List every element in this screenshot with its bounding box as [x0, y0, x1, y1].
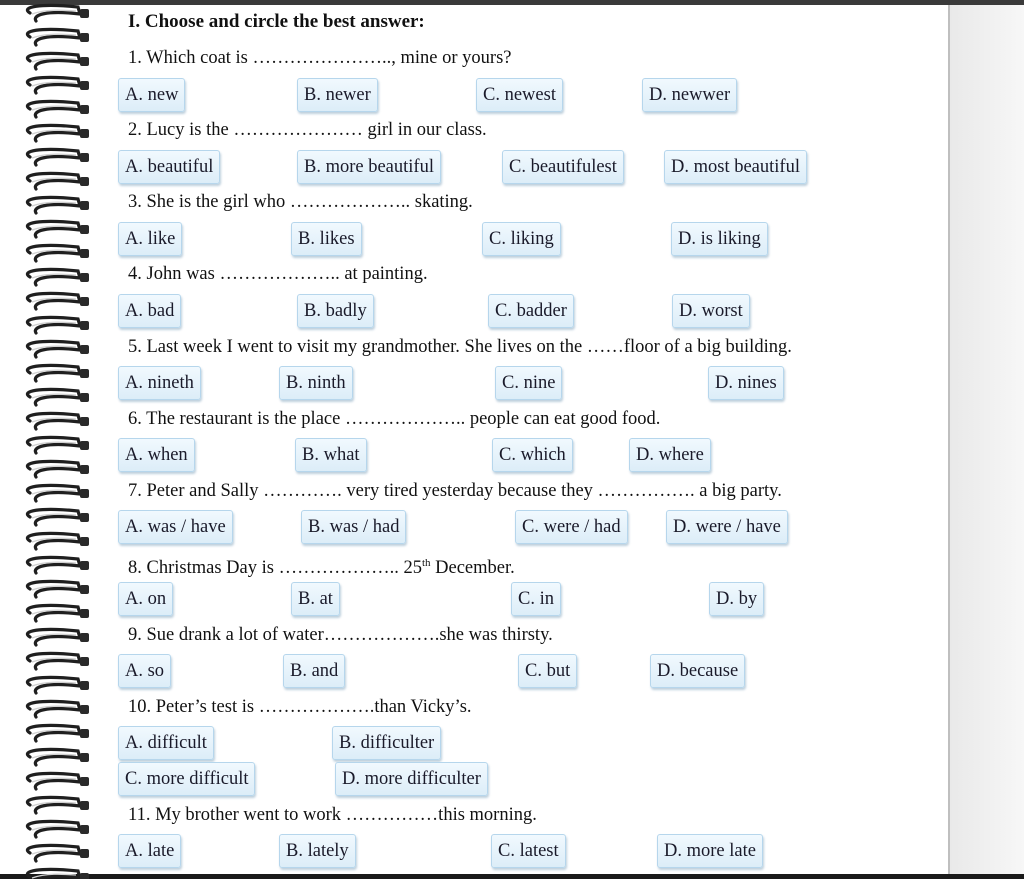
question-2: 2. Lucy is the ………………… girl in our class. — [128, 120, 487, 140]
option-7b[interactable]: B. was / had — [301, 510, 406, 544]
option-6b[interactable]: B. what — [295, 438, 367, 472]
option-11b[interactable]: B. lately — [279, 834, 356, 868]
question-3: 3. She is the girl who ……………….. skating. — [128, 192, 473, 212]
question-9: 9. Sue drank a lot of water……………….she was thirsty. — [128, 625, 553, 645]
option-7c[interactable]: C. were / had — [515, 510, 628, 544]
option-10a[interactable]: A. difficult — [118, 726, 214, 760]
option-10d[interactable]: D. more difficulter — [335, 762, 488, 796]
notebook-spiral-binding — [0, 0, 100, 879]
option-2b[interactable]: B. more beautiful — [297, 150, 441, 184]
option-6c[interactable]: C. which — [492, 438, 573, 472]
option-4a[interactable]: A. bad — [118, 294, 181, 328]
question-1: 1. Which coat is ………………….., mine or yours? — [128, 48, 512, 68]
option-6d[interactable]: D. where — [629, 438, 711, 472]
option-1c[interactable]: C. newest — [476, 78, 563, 112]
option-9a[interactable]: A. so — [118, 654, 171, 688]
question-10: 10. Peter’s test is ……………….than Vicky’s. — [128, 697, 472, 717]
option-9d[interactable]: D. because — [650, 654, 745, 688]
option-8d[interactable]: D. by — [709, 582, 764, 616]
option-9b[interactable]: B. and — [283, 654, 345, 688]
option-3a[interactable]: A. like — [118, 222, 182, 256]
bottom-edge — [0, 874, 1024, 879]
option-5b[interactable]: B. ninth — [279, 366, 353, 400]
option-8a[interactable]: A. on — [118, 582, 173, 616]
question-8-text-end: December. — [430, 558, 515, 579]
option-3c[interactable]: C. liking — [482, 222, 561, 256]
option-5a[interactable]: A. nineth — [118, 366, 201, 400]
option-1a[interactable]: A. new — [118, 78, 185, 112]
option-11c[interactable]: C. latest — [491, 834, 566, 868]
option-3b[interactable]: B. likes — [291, 222, 362, 256]
question-8 — [128, 550, 515, 581]
option-9c[interactable]: C. but — [518, 654, 577, 688]
top-edge — [0, 0, 1024, 5]
page-right-edge — [948, 5, 950, 874]
option-8c[interactable]: C. in — [511, 582, 561, 616]
option-7d[interactable]: D. were / have — [666, 510, 788, 544]
option-4b[interactable]: B. badly — [297, 294, 374, 328]
option-2d[interactable]: D. most beautiful — [664, 150, 807, 184]
option-8b[interactable]: B. at — [291, 582, 340, 616]
page-title: I. Choose and circle the best answer: — [128, 11, 425, 32]
option-1b[interactable]: B. newer — [297, 78, 378, 112]
option-3d[interactable]: D. is liking — [671, 222, 768, 256]
option-5d[interactable]: D. nines — [708, 366, 784, 400]
option-11a[interactable]: A. late — [118, 834, 181, 868]
option-7a[interactable]: A. was / have — [118, 510, 233, 544]
question-6: 6. The restaurant is the place ……………….. people can eat good food. — [128, 409, 661, 429]
option-11d[interactable]: D. more late — [657, 834, 763, 868]
question-5: 5. Last week I went to visit my grandmother. She lives on the ……floor of a big building. — [128, 337, 792, 357]
option-4c[interactable]: C. badder — [488, 294, 574, 328]
question-11: 11. My brother went to work ……………this morning. — [128, 805, 537, 825]
ordinal-suffix: th — [421, 557, 431, 569]
option-5c[interactable]: C. nine — [495, 366, 562, 400]
question-4: 4. John was ……………….. at painting. — [128, 264, 428, 284]
option-4d[interactable]: D. worst — [672, 294, 750, 328]
option-2c[interactable]: C. beautifulest — [502, 150, 624, 184]
option-10c[interactable]: C. more difficult — [118, 762, 255, 796]
option-1d[interactable]: D. newwer — [642, 78, 737, 112]
option-2a[interactable]: A. beautiful — [118, 150, 220, 184]
page-margin-shade — [950, 5, 1024, 874]
option-10b[interactable]: B. difficulter — [332, 726, 441, 760]
question-7: 7. Peter and Sally …………. very tired yesterday because they ……………. a big party. — [128, 481, 782, 501]
option-6a[interactable]: A. when — [118, 438, 195, 472]
question-8-text: 8. Christmas Day is ……………….. 25 — [128, 558, 422, 579]
